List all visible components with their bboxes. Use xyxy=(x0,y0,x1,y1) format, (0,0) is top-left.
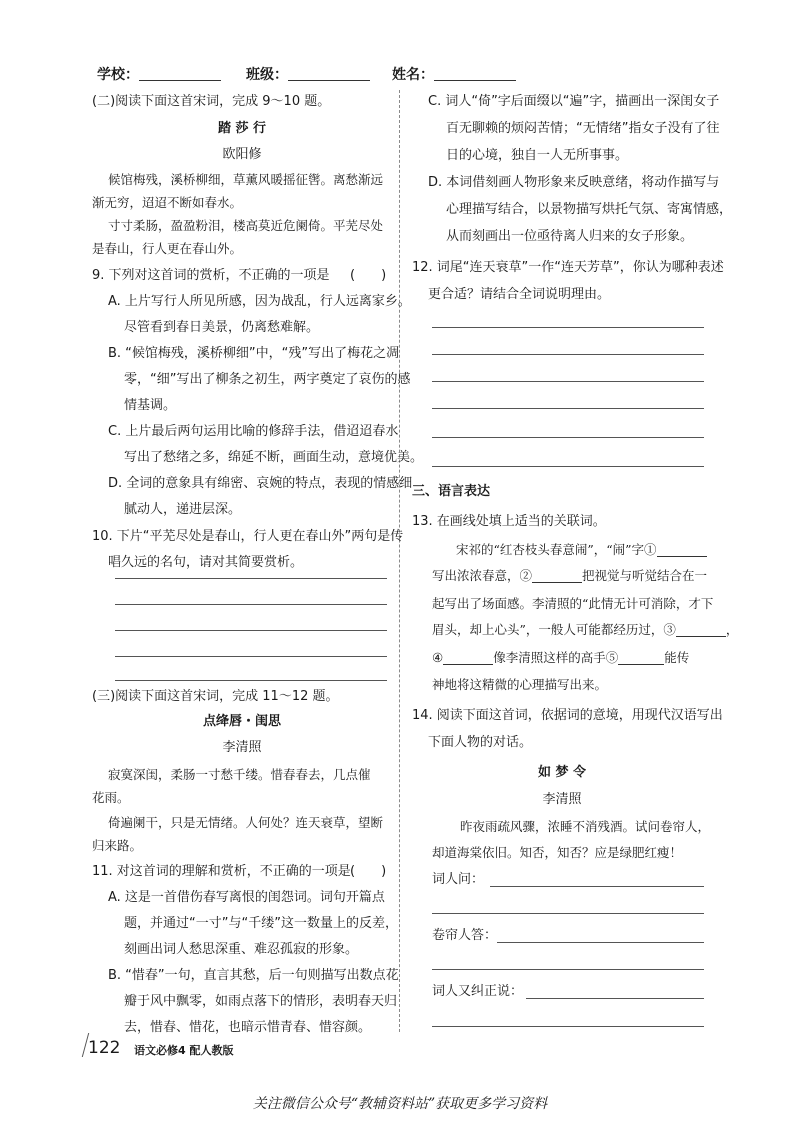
answer-line xyxy=(432,327,704,328)
question-14: 14. 阅读下面这首词，依据词的意境，用现代汉语写出 xyxy=(412,708,723,723)
q11-option-d-cont: 从而刻画出一位亟待离人归来的女子形象。 xyxy=(446,229,694,244)
name-blank xyxy=(434,80,516,81)
q9-answer-paren: ( ) xyxy=(350,268,387,283)
section2-intro: (二)阅读下面这首宋词，完成 9～10 题。 xyxy=(92,94,331,109)
q9-option-a-cont: 尽管看到春日美景，仍离愁难解。 xyxy=(124,320,320,335)
question-10-cont: 唱久远的名句，请对其简要赏析。 xyxy=(108,555,304,570)
poem3-line: 昨夜雨疏风骤，浓睡不消残酒。试问卷帘人， xyxy=(460,819,711,834)
question-12: 12. 词尾“连天衰草”一作“连天芳草”，你认为哪种表述 xyxy=(412,260,724,275)
question-10: 10. 下片“平芜尽处是春山，行人更在春山外”两句是传 xyxy=(92,529,404,544)
q13-text: 宋祁的“红杏枝头春意闹”，“闹”字① xyxy=(456,542,657,557)
jiu-zheng-label: 词人又纠正说： xyxy=(432,984,524,999)
poem1-line: 候馆梅残，溪桥柳细，草薰风暖摇征辔。离愁渐远 xyxy=(108,172,384,187)
q13-line xyxy=(432,616,738,644)
class-field xyxy=(246,64,370,84)
poem2-title: 点绛唇・闺思 xyxy=(202,714,281,729)
class-blank xyxy=(288,80,370,81)
answer-line xyxy=(432,381,704,382)
poem3-line: 却道海棠依旧。知否，知否？应是绿肥红瘦！ xyxy=(432,845,683,860)
promo-footer: 关注微信公众号“教辅资料站”获取更多学习资料 xyxy=(252,1096,548,1112)
q9-option-a: A. 上片写行人所见所感，因为战乱，行人远离家乡。 xyxy=(108,294,411,309)
q13-line xyxy=(432,644,689,672)
section-language-heading: 三、语言表达 xyxy=(412,484,491,499)
poem2-line: 倚遍阑干，只是无情绪。人何处？连天衰草，望断 xyxy=(108,815,384,830)
question-13: 13. 在画线处填上适当的关联词。 xyxy=(412,514,606,529)
answer-line xyxy=(497,942,704,943)
poem2-line: 寂寞深闺，柔肠一寸愁千缕。惜春春去，几点催 xyxy=(108,767,371,782)
section3-intro: (三)阅读下面这首宋词，完成 11～12 题。 xyxy=(92,689,339,704)
book-title: 语文必修4 配人教版 xyxy=(134,1044,234,1057)
fill-blank-1[interactable] xyxy=(657,542,707,557)
question-9: 9. 下列对这首词的赏析，不正确的一项是 xyxy=(92,268,330,283)
poem1-author: 欧阳修 xyxy=(222,147,262,162)
q9-option-d: D. 全词的意象具有绵密、哀婉的特点，表现的情感细 xyxy=(108,476,413,491)
poem2-line: 归来路。 xyxy=(92,838,143,853)
q9-option-c-cont: 写出了愁绪之多，绵延不断，画面生动，意境优美。 xyxy=(124,450,424,465)
poem1-title: 踏 莎 行 xyxy=(217,121,267,136)
answer-line xyxy=(115,604,387,605)
q13-line: 神地将这精微的心理描写出来。 xyxy=(432,677,608,692)
poem3-author: 李清照 xyxy=(542,792,582,807)
poem1-line: 寸寸柔肠，盈盈粉泪，楼高莫近危阑倚。平芜尽处 xyxy=(108,218,384,233)
poem3-title: 如 梦 令 xyxy=(537,765,587,780)
q13-line xyxy=(432,562,707,590)
answer-line xyxy=(115,656,387,657)
ci-ren-wen-label: 词人问： xyxy=(432,872,485,887)
q13-text: 眉头，却上心头”，一般人可能都经历过，③ xyxy=(432,622,676,637)
fill-blank-5[interactable] xyxy=(618,650,664,665)
q13-text: 像李清照这样的高手⑤ xyxy=(493,650,619,665)
q11-option-b: B. “惜春”一句，直言其愁，后一句则描写出数点花 xyxy=(108,968,399,983)
answer-line xyxy=(115,630,387,631)
fill-blank-4[interactable] xyxy=(443,650,493,665)
name-label: 姓名： xyxy=(392,67,434,83)
q11-option-a: A. 这是一首借伤春写离恨的闺怨词。词句开篇点 xyxy=(108,890,385,905)
answer-line xyxy=(432,437,704,438)
poem1-line: 是春山，行人更在春山外。 xyxy=(92,241,243,256)
fill-blank-2[interactable] xyxy=(532,568,582,583)
name-field xyxy=(392,64,516,84)
q11-option-d-cont: 心理描写结合，以景物描写烘托气氛、寄寓情感， xyxy=(446,202,733,217)
answer-line xyxy=(115,680,387,681)
column-divider xyxy=(399,90,400,1032)
q13-line: 起写出了场面感。李清照的“此情无计可消除，才下 xyxy=(432,596,714,611)
q13-text: ， xyxy=(725,622,739,637)
fill-blank-3[interactable] xyxy=(676,622,726,637)
q13-text: 能传 xyxy=(664,650,690,665)
page-number: 122 xyxy=(88,1038,121,1058)
question-11: 11. 对这首词的理解和赏析，不正确的一项是 xyxy=(92,864,351,879)
question-14-cont: 下面人物的对话。 xyxy=(428,735,533,750)
answer-line xyxy=(526,998,704,999)
q13-text: 写出浓浓春意，② xyxy=(432,568,533,583)
answer-line xyxy=(432,913,704,914)
q13-text: 把视觉与听觉结合在一 xyxy=(582,568,708,583)
q11-option-a-cont: 刻画出词人愁思深重、难忍孤寂的形象。 xyxy=(124,942,359,957)
q11-answer-paren: ( ) xyxy=(350,864,387,879)
q9-option-b-cont: 零，“细”写出了柳条之初生，两字奠定了哀伤的感 xyxy=(124,372,411,387)
answer-line xyxy=(432,969,704,970)
poem2-line: 花雨。 xyxy=(92,790,130,805)
poem2-author: 李清照 xyxy=(222,740,262,755)
school-blank xyxy=(139,80,221,81)
q13-line xyxy=(456,536,707,564)
answer-line xyxy=(432,408,704,409)
q11-option-b-cont: 去，惜春、惜花，也暗示惜青春、惜容颜。 xyxy=(124,1020,372,1035)
question-12-cont: 更合适？请结合全词说明理由。 xyxy=(428,287,611,302)
q9-option-b-cont: 情基调。 xyxy=(124,398,177,413)
q11-option-b-cont: 瓣于风中飘零，如雨点落下的情形，表明春天归 xyxy=(124,994,398,1009)
q11-option-c: C. 词人“倚”字后面缀以“遍”字，描画出一深闺女子 xyxy=(428,94,720,109)
q11-option-a-cont: 题，并通过“一寸”与“千缕”这一数量上的反差， xyxy=(124,916,398,931)
school-field xyxy=(97,64,221,84)
juan-lian-label: 卷帘人答： xyxy=(432,928,498,943)
q13-text: ④ xyxy=(432,650,444,665)
answer-line xyxy=(490,886,704,887)
school-label: 学校： xyxy=(97,67,139,83)
class-label: 班级： xyxy=(246,67,288,83)
q9-option-c: C. 上片最后两句运用比喻的修辞手法，借迢迢春水 xyxy=(108,424,399,439)
q11-option-d: D. 本词借刻画人物形象来反映意绪，将动作描写与 xyxy=(428,175,720,190)
answer-line xyxy=(115,578,387,579)
q9-option-b: B. “候馆梅残，溪桥柳细”中，“残”写出了梅花之凋 xyxy=(108,346,400,361)
q11-option-c-cont: 百无聊赖的烦闷苦情；“无情绪”指女子没有了往 xyxy=(446,121,720,136)
answer-line xyxy=(432,1026,704,1027)
q11-option-c-cont: 日的心境，独自一人无所事事。 xyxy=(446,148,629,163)
q9-option-d-cont: 腻动人，递进层深。 xyxy=(124,502,242,517)
answer-line xyxy=(432,466,704,467)
poem1-line: 渐无穷，迢迢不断如春水。 xyxy=(92,195,243,210)
answer-line xyxy=(432,354,704,355)
